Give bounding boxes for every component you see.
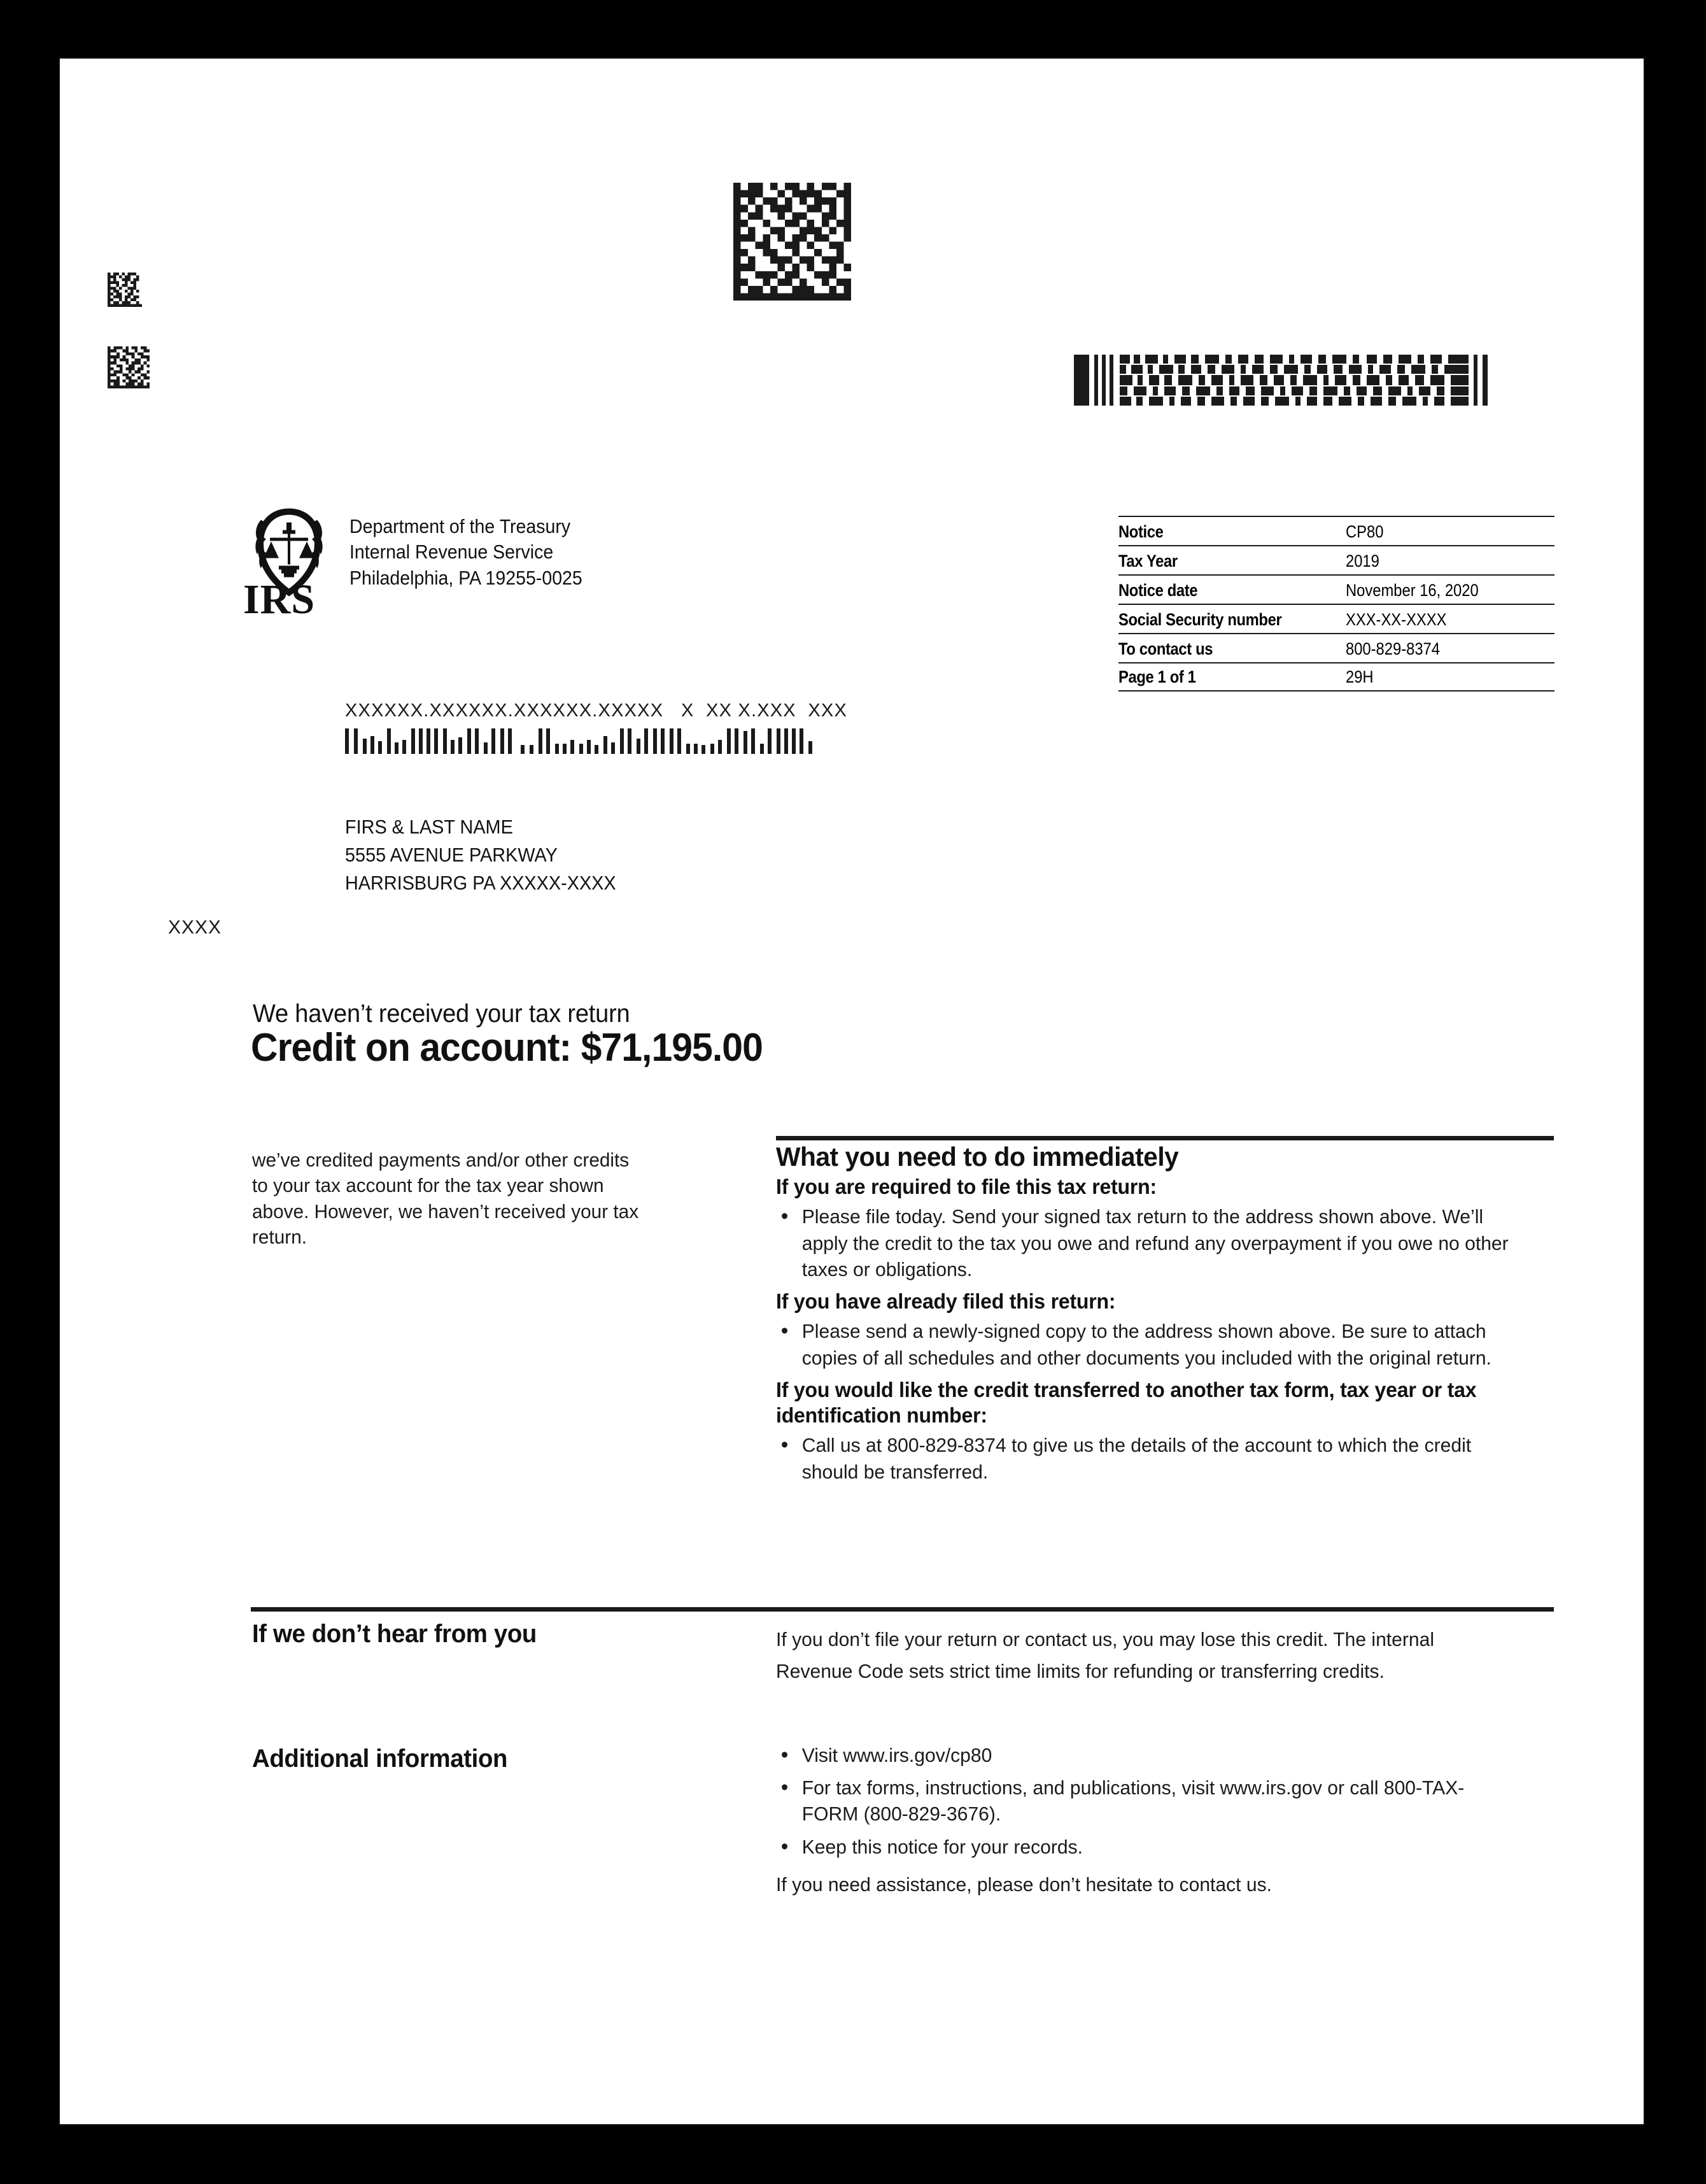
- notice-date-value: November 16, 2020: [1346, 581, 1479, 600]
- pdf417-barcode: [1074, 355, 1494, 406]
- recipient-address-block: [345, 813, 616, 897]
- subheading-required-to-file: If you are required to file this tax return:: [776, 1175, 1157, 1199]
- section-divider: [251, 1607, 1554, 1612]
- list-item: • Call us at 800-829-8374 to give us the details of the account to which the credit should be transferred.: [776, 1432, 1532, 1484]
- table-row: [1118, 662, 1554, 691]
- tax-year-value: 2019: [1346, 551, 1379, 571]
- contact-label: To contact us: [1118, 639, 1213, 658]
- routing-code-line: XXXXXX.XXXXXX.XXXXXX.XXXXX X XX X.XXX XXX: [345, 700, 847, 721]
- page-number-label: Page 1 of 1: [1118, 667, 1196, 686]
- table-row: [1118, 545, 1554, 574]
- notice-label: Notice: [1118, 522, 1164, 541]
- table-row: [1118, 516, 1554, 545]
- table-row: [1118, 604, 1554, 633]
- list-item: • For tax forms, instructions, and publications, visit www.irs.gov or call 800-TAX-FORM (800-829-3676).: [776, 1775, 1517, 1827]
- irs-wordmark: IRS: [243, 576, 316, 623]
- no-contact-body: If you don’t file your return or contact us, you may lose this credit. The internal Revenue Code sets strict time limits for refunding or transferring credits.: [776, 1628, 1435, 1683]
- datamatrix-barcode-margin-address: [108, 346, 150, 388]
- postnet-barcode: [345, 728, 816, 757]
- list-item: • Keep this notice for your records.: [776, 1834, 1517, 1860]
- subheading-already-filed: If you have already filed this return:: [776, 1289, 1116, 1314]
- page-code-value: 29H: [1346, 667, 1374, 686]
- notice-subject: We haven’t received your tax return: [253, 1000, 630, 1028]
- tax-year-label: Tax Year: [1118, 551, 1178, 571]
- section-divider: [776, 1136, 1554, 1140]
- agency-line-3: Philadelphia, PA 19255-0025: [349, 566, 582, 589]
- list-item: • Please send a newly-signed copy to the address shown above. Be sure to attach copies of all schedules and other documents you included with the original return.: [776, 1318, 1532, 1370]
- page-title: Credit on account: $71,195.00: [251, 1026, 763, 1070]
- datamatrix-barcode-top: [733, 183, 851, 301]
- bullet-list-required-to-file: [776, 1203, 1556, 1282]
- bullet-list-transfer-credit: [776, 1432, 1556, 1484]
- what-to-do-section: [776, 1142, 1556, 1491]
- intro-paragraph: we’ve credited payments and/or other credits to your tax account for the tax year shown above. However, we haven’t received your tax return.: [252, 1149, 639, 1248]
- notice-page: [59, 57, 1645, 2125]
- list-item: • Visit www.irs.gov/cp80: [776, 1742, 1517, 1768]
- agency-address-block: [349, 514, 582, 591]
- contact-phone-value: 800-829-8374: [1346, 639, 1440, 658]
- additional-info-list: [776, 1742, 1540, 1860]
- ssn-value: XXX-XX-XXXX: [1346, 610, 1447, 629]
- subheading-transfer-credit: If you would like the credit transferred to another tax form, tax year or tax identification number:: [776, 1377, 1477, 1428]
- agency-line-2: Internal Revenue Service: [349, 541, 554, 564]
- section-heading-additional-info: Additional information: [252, 1745, 508, 1773]
- section-heading: What you need to do immediately: [776, 1142, 1179, 1172]
- additional-info-section: [776, 1738, 1540, 1898]
- closing-line: If you need assistance, please don’t hesitate to contact us.: [776, 1873, 1272, 1896]
- recipient-city-state-zip: HARRISBURG PA XXXXX-XXXX: [345, 872, 616, 895]
- notice-info-table: [1118, 516, 1554, 691]
- notice-date-label: Notice date: [1118, 581, 1198, 600]
- margin-code: XXXX: [168, 917, 222, 938]
- datamatrix-barcode-margin-top: [108, 273, 142, 307]
- ssn-label: Social Security number: [1118, 610, 1282, 629]
- recipient-street: 5555 AVENUE PARKWAY: [345, 844, 558, 867]
- table-row: [1118, 633, 1554, 662]
- agency-line-1: Department of the Treasury: [349, 515, 571, 537]
- recipient-name: FIRS & LAST NAME: [345, 816, 513, 838]
- notice-value: CP80: [1346, 522, 1384, 541]
- table-row: [1118, 574, 1554, 604]
- list-item: • Please file today. Send your signed tax return to the address shown above. We’ll apply the credit to the tax you owe and refund any overpayment if you owe no other taxes or obligations.: [776, 1203, 1532, 1282]
- section-heading-no-contact: If we don’t hear from you: [252, 1620, 537, 1648]
- bullet-list-already-filed: [776, 1318, 1556, 1370]
